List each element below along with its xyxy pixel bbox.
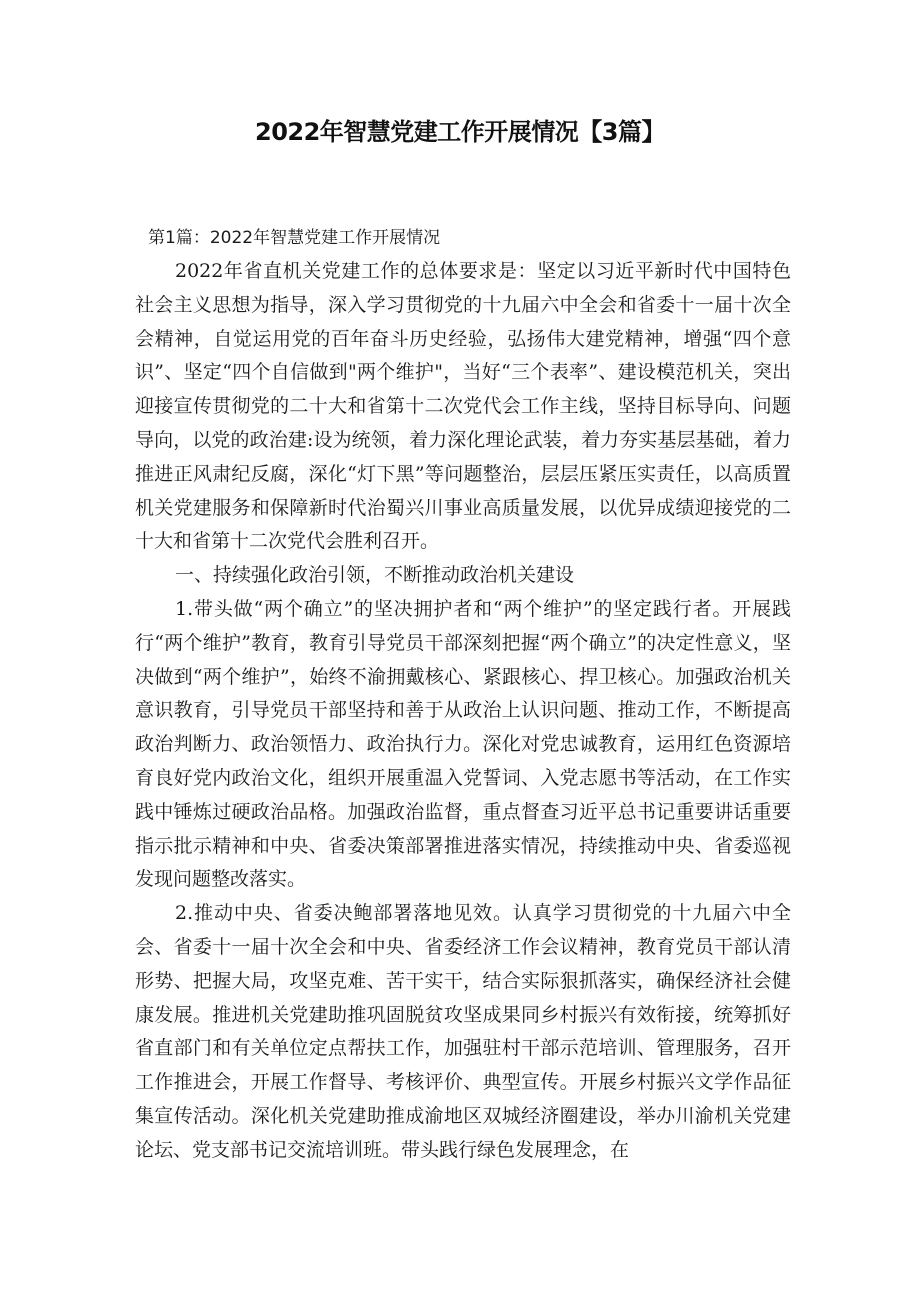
section-heading: 第1篇：2022年智慧党建工作开展情况 — [148, 228, 441, 248]
paragraph-item-2: 2.推动中央、省委决鲍部署落地见效。认真学习贯彻党的十九届六中全会、省委十一届十次全会和中央、省委经济工作会议精神，教育党员干部认清形势、把握大局，攻坚克难、苦干实干，结合实际狠抓落实，确保经济社会健康发展。推进机关党建助推巩固脱贫攻坚成果同乡村振兴有效衔接，统筹抓好省直部门和有关单位定点帮扶工作，加强驻村干部示范培训、管理服务，召开工作推进会，开展工作督导、考核评价、典型宣传。开展乡村振兴文学作品征集宣传活动。深化机关党建助推成渝地区双城经济圈建设，举办川渝机关党建论坛、党支部书记交流培训班。带头践行绿色发展理念，在 — [135, 902, 791, 1161]
paragraph-item-1: 1.带头做“两个确立”的坚决拥护者和“两个维护”的坚定践行者。开展践行“两个维护”教育，教育引导党员干部深刻把握“两个确立”的决定性意义，坚决做到“两个维护”，始终不渝拥戴核心、紧跟核心、捍卫核心。加强政治机关意识教育，引导党员干部坚持和善于从政治上认识问题、推动工作，不断提高政治判断力、政治领悟力、政治执行力。深化对党忠诚教育，运用红色资源培育良好党内政治文化，组织开展重温入党誓词、入党志愿书等活动，在工作实践中锤炼过硬政治品格。加强政治监督，重点督查习近平总书记重要讲话重要指示批示精神和中央、省委决策部署推进落实情况，持续推动中央、省委巡视发现问题整改落实。 — [135, 597, 791, 891]
subsection-heading: 一、持续强化政治引领，不断推动政治机关建设 — [175, 564, 575, 587]
document-body — [135, 255, 791, 1168]
paragraph-intro: 2022年省直机关党建工作的总体要求是：坚定以习近平新时代中国特色社会主义思想为指导，深入学习贯彻党的十九届六中全会和省委十一届十次全会精神，自觉运用党的百年奋斗历史经验，弘扬伟大建党精神，增强“四个意识”、坚定“四个自信做到"两个维护"，当好“三个表率”、建设模范机关，突出迎接宣传贯彻党的二十大和省第十二次党代会工作主线，坚持目标导向、问题导向，以党的政治建:设为统领，着力深化理论武装，着力夯实基层基础，着力推进正风肃纪反腐，深化“灯下黑”等问题整治，层层压紧压实责任，以高质置机关党建服务和保障新时代治蜀兴川事业高质量发展，以优异成绩迎接党的二十大和省第十二次党代会胜利召开。 — [135, 260, 791, 553]
document-title: 2022年智慧党建工作开展情况【3篇】 — [255, 118, 665, 146]
